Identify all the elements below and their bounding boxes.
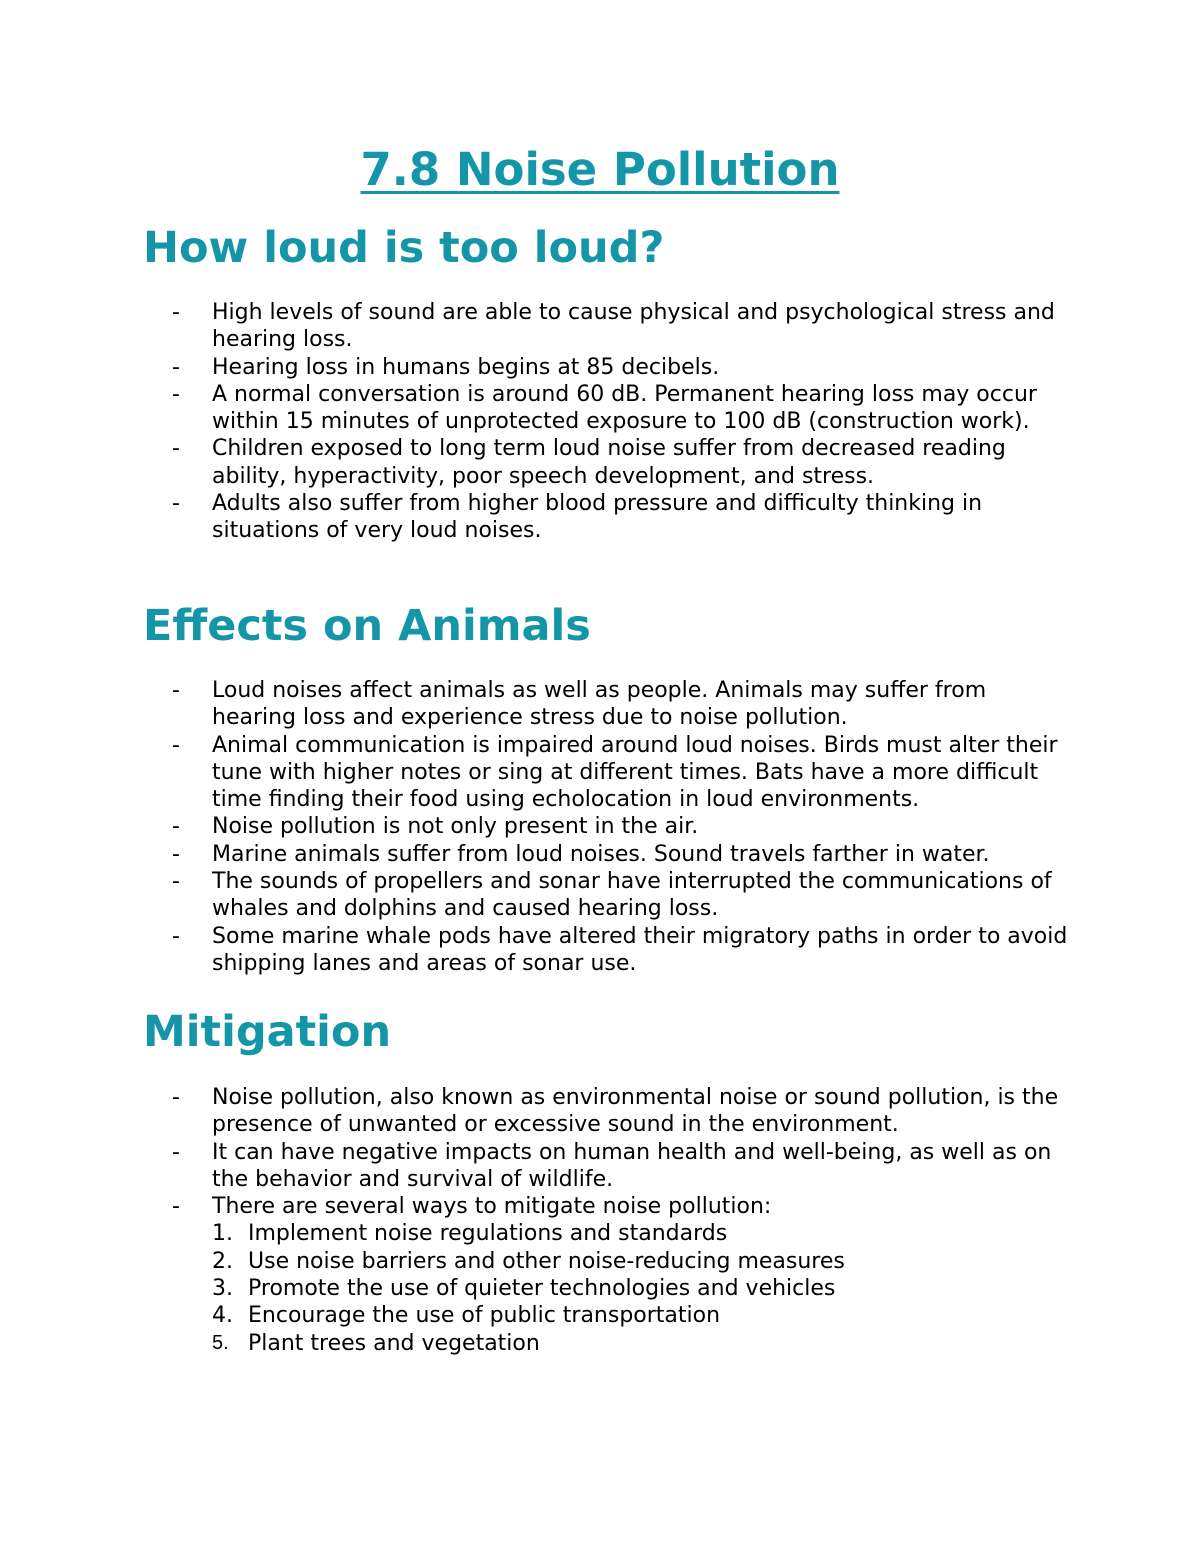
numbered-item-text: Use noise barriers and other noise-reducing measures bbox=[248, 1248, 845, 1274]
numbered-item-text: Plant trees and vegetation bbox=[248, 1330, 540, 1356]
list-item bbox=[172, 1084, 1072, 1139]
bullet-dash: - bbox=[172, 436, 180, 462]
numbered-item-text: Promote the use of quieter technologies and vehicles bbox=[248, 1276, 836, 1302]
list-item bbox=[172, 299, 1072, 354]
section-heading-effects-on-animals: Effects on Animals bbox=[143, 601, 591, 651]
list-item bbox=[172, 868, 1072, 923]
numbered-item bbox=[212, 1275, 1072, 1302]
section-heading-how-loud: How loud is too loud? bbox=[143, 223, 665, 273]
list-item bbox=[172, 1139, 1072, 1194]
list-item-text: Adults also suffer from higher blood pressure and difficulty thinking in situations of very loud noises. bbox=[212, 491, 983, 544]
numbered-item bbox=[212, 1302, 1072, 1329]
bullet-dash: - bbox=[172, 491, 180, 517]
numbered-list-mitigation-steps bbox=[212, 1220, 1072, 1356]
item-number: 5. bbox=[212, 1331, 229, 1354]
list-item-text: Noise pollution is not only present in the air. bbox=[212, 814, 699, 840]
bullet-dash: - bbox=[172, 841, 180, 867]
numbered-item bbox=[212, 1248, 1072, 1275]
section-list-how-loud bbox=[172, 299, 1072, 545]
bullet-dash: - bbox=[172, 1139, 180, 1165]
bullet-dash: - bbox=[172, 869, 180, 895]
list-item bbox=[172, 381, 1072, 436]
bullet-dash: - bbox=[172, 354, 180, 380]
list-item bbox=[172, 490, 1072, 545]
list-item-text: Noise pollution, also known as environmental noise or sound pollution, is the presence of unwanted or excessive sound in the environment. bbox=[212, 1085, 1059, 1138]
section-list-effects-on-animals bbox=[172, 677, 1072, 977]
list-item-text: Hearing loss in humans begins at 85 decibels. bbox=[212, 354, 720, 380]
list-item bbox=[172, 923, 1072, 978]
list-item bbox=[172, 732, 1072, 814]
bullet-dash: - bbox=[172, 814, 180, 840]
numbered-item bbox=[212, 1330, 1072, 1357]
item-number: 3. bbox=[212, 1276, 233, 1302]
list-item-text: Marine animals suffer from loud noises. Sound travels farther in water. bbox=[212, 841, 990, 867]
bullet-dash: - bbox=[172, 732, 180, 758]
bullet-dash: - bbox=[172, 300, 180, 325]
page-title: 7.8 Noise Pollution bbox=[360, 143, 840, 196]
list-item-text: Loud noises affect animals as well as people. Animals may suffer from hearing loss and experience stress due to noise pollution. bbox=[212, 678, 987, 731]
list-item-text: Children exposed to long term loud noise suffer from decreased reading ability, hyperactivity, poor speech development, and stress. bbox=[212, 436, 1006, 489]
list-item-text: A normal conversation is around 60 dB. Permanent hearing loss may occur within 15 minutes of unprotected exposure to 100 dB (construction work). bbox=[212, 381, 1037, 435]
list-item-text: It can have negative impacts on human health and well-being, as well as on the behavior and survival of wildlife. bbox=[212, 1139, 1052, 1192]
bullet-dash: - bbox=[172, 923, 180, 949]
list-item bbox=[172, 813, 1072, 840]
item-number: 1. bbox=[212, 1221, 233, 1247]
list-item-text: There are several ways to mitigate noise pollution: bbox=[212, 1194, 772, 1220]
list-item bbox=[172, 354, 1072, 381]
list-item bbox=[172, 841, 1072, 868]
numbered-item-text: Implement noise regulations and standards bbox=[248, 1221, 728, 1247]
list-item-text: Some marine whale pods have altered their migratory paths in order to avoid shipping lanes and areas of sonar use. bbox=[212, 923, 1068, 976]
bullet-dash: - bbox=[172, 678, 180, 703]
item-number: 2. bbox=[212, 1248, 233, 1274]
list-item-text: High levels of sound are able to cause physical and psychological stress and hearing loss. bbox=[212, 300, 1055, 353]
list-item-text: Animal communication is impaired around loud noises. Birds must alter their tune with higher notes or sing at different times. Bats have a more difficult time finding their food using echolocation in loud environments. bbox=[212, 732, 1058, 813]
list-item-text: The sounds of propellers and sonar have interrupted the communications of whales and dolphins and caused hearing loss. bbox=[212, 869, 1052, 922]
list-item bbox=[172, 435, 1072, 490]
list-item bbox=[172, 677, 1072, 732]
numbered-item-text: Encourage the use of public transportation bbox=[248, 1303, 721, 1329]
numbered-item bbox=[212, 1220, 1072, 1247]
section-heading-mitigation: Mitigation bbox=[143, 1007, 392, 1057]
section-list-mitigation bbox=[172, 1084, 1072, 1357]
bullet-dash: - bbox=[172, 381, 180, 407]
item-number: 4. bbox=[212, 1303, 233, 1329]
bullet-dash: - bbox=[172, 1194, 180, 1220]
bullet-dash: - bbox=[172, 1085, 180, 1110]
list-item bbox=[172, 1193, 1072, 1357]
